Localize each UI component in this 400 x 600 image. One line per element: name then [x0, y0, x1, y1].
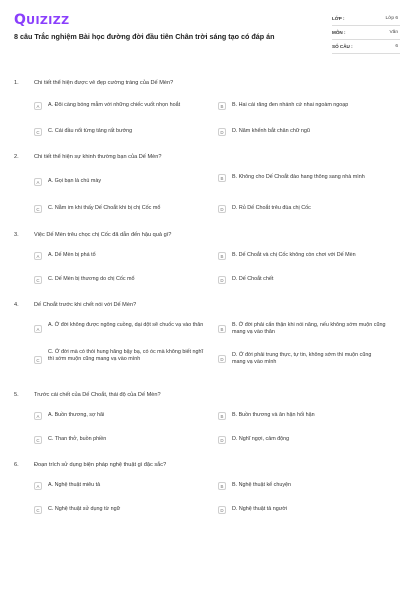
- option-b[interactable]: [218, 412, 386, 420]
- quizizz-logo: [14, 12, 70, 28]
- option-d[interactable]: [218, 276, 386, 284]
- option-text: C. Dế Mèn bị thương do chị Cốc mổ: [48, 276, 135, 282]
- option-a[interactable]: [34, 412, 210, 420]
- option-letter-box: B: [218, 102, 226, 110]
- option-text: B. Hai cái răng đen nhánh cứ nhai ngoàm ngoạp: [232, 102, 349, 108]
- option-text: C. Ở đời mà có thói hung hăng bậy bạ, có óc mà không biết nghĩ thì sớm muộn cũng mang vạ vào mình: [48, 349, 203, 362]
- question-text: Trước cái chết của Dế Choắt, thái độ của Dế Mèn?: [34, 392, 161, 398]
- question-number: 6.: [14, 462, 19, 468]
- option-c[interactable]: [34, 506, 210, 514]
- option-text: A. Gọi bạn là chú mày: [48, 178, 102, 184]
- option-text: D. Năm khểnh bắt chân chữ ngũ: [232, 128, 310, 134]
- option-b[interactable]: [218, 482, 386, 490]
- option-c[interactable]: [34, 276, 210, 284]
- option-text: C. Cái đầu nổi từng tảng rất bướng: [48, 128, 133, 134]
- option-text: A. Ở đời không được ngông cuồng, dại dột sẽ chuốc vạ vào thân: [48, 322, 204, 328]
- option-letter-box: C: [34, 356, 42, 364]
- option-d[interactable]: [218, 128, 386, 136]
- option-text: B. Buồn thương và ân hận hối hận: [232, 412, 315, 418]
- option-d[interactable]: [218, 205, 386, 213]
- meta-info-box: [332, 12, 400, 54]
- option-text: D. Ở đời phải trung thực, tự tin, không sớm thì muộn cũng mang vạ vào mình: [232, 352, 372, 365]
- option-d[interactable]: [218, 506, 386, 514]
- meta-value: Văn: [389, 30, 398, 35]
- option-text: C. Nghệ thuật sử dụng từ ngữ: [48, 506, 121, 512]
- question-text: Dế Choắt trước khi chết nói với Dế Mèn?: [34, 302, 137, 308]
- option-a[interactable]: [34, 102, 210, 110]
- option-letter-box: D: [218, 355, 226, 363]
- option-text: B. Ở đời phải cẩn thận khi nói năng, nếu không sớm muộn cũng mang vạ vào thân: [232, 322, 386, 335]
- option-b[interactable]: [218, 252, 386, 260]
- option-text: A. Nghệ thuật miêu tả: [48, 482, 101, 488]
- option-c[interactable]: [34, 436, 210, 444]
- meta-value: Lớp 6: [385, 16, 398, 21]
- option-letter-box: A: [34, 325, 42, 333]
- option-letter-box: B: [218, 325, 226, 333]
- option-letter-box: B: [218, 174, 226, 182]
- option-letter-box: C: [34, 506, 42, 514]
- option-letter-box: C: [34, 128, 42, 136]
- option-letter-box: D: [218, 205, 226, 213]
- option-text: B. Dế Choắt và chị Cốc không còn chơi với Dế Mèn: [232, 252, 356, 258]
- option-text: A. Đôi càng bóng mẫm với những chiếc vuốt nhọn hoắt: [48, 102, 181, 108]
- question-number: 2.: [14, 154, 19, 160]
- question-text: Chi tiết thể hiện sự khinh thường bạn của Dế Mèn?: [34, 154, 162, 160]
- question-text: Việc Dế Mèn trêu chọc chị Cốc đã dẫn đến hậu quả gì?: [34, 232, 172, 238]
- option-text: C. Than thở, buồn phiền: [48, 436, 107, 442]
- option-letter-box: C: [34, 436, 42, 444]
- option-letter-box: A: [34, 252, 42, 260]
- question-number: 3.: [14, 232, 19, 238]
- option-a[interactable]: [34, 178, 210, 186]
- option-letter-box: C: [34, 205, 42, 213]
- question-text: Chi tiết thể hiện được vẻ đẹp cường tráng của Dế Mèn?: [34, 80, 174, 86]
- option-text: D. Rủ Dế Choắt trêu đùa chị Cốc: [232, 205, 311, 211]
- option-letter-box: D: [218, 506, 226, 514]
- option-c[interactable]: [34, 205, 210, 213]
- option-text: D. Nghệ thuật tả người: [232, 506, 288, 512]
- option-letter-box: A: [34, 482, 42, 490]
- option-letter-box: A: [34, 178, 42, 186]
- option-d[interactable]: [218, 352, 386, 366]
- option-letter-box: D: [218, 276, 226, 284]
- option-letter-box: A: [34, 412, 42, 420]
- option-text: B. Không cho Dế Choắt đào hang thông sang nhà mình: [232, 174, 365, 180]
- question-text: Đoạn trích sử dụng biện pháp nghệ thuật gì đặc sắc?: [34, 462, 167, 468]
- option-text: D. Nghĩ ngợi, cảm động: [232, 436, 290, 442]
- option-text: C. Nằm im khi thấy Dế Choắt khi bị chị Cốc mổ: [48, 205, 161, 211]
- option-letter-box: D: [218, 436, 226, 444]
- question-number: 4.: [14, 302, 19, 308]
- option-a[interactable]: [34, 252, 210, 260]
- meta-label: SỐ CÂU :: [332, 44, 353, 49]
- option-c[interactable]: [34, 128, 210, 136]
- option-text: A. Buồn thương, sợ hãi: [48, 412, 105, 418]
- option-a[interactable]: [34, 322, 210, 333]
- worksheet-header: [14, 12, 398, 62]
- logo-letter: Q: [14, 12, 27, 28]
- option-d[interactable]: [218, 436, 386, 444]
- option-letter-box: D: [218, 128, 226, 136]
- option-text: A. Dế Mèn bị phá tổ: [48, 252, 96, 258]
- meta-label: LỚP :: [332, 16, 345, 21]
- meta-value: 6: [395, 44, 398, 49]
- question-number: 1.: [14, 80, 19, 86]
- meta-label: MÔN :: [332, 30, 346, 35]
- option-letter-box: B: [218, 252, 226, 260]
- option-letter-box: B: [218, 482, 226, 490]
- option-text: D. Dế Choắt chết: [232, 276, 274, 282]
- option-c[interactable]: [34, 349, 210, 364]
- question-number: 5.: [14, 392, 19, 398]
- meta-row-question-count: [332, 40, 400, 54]
- page-title: 8 câu Trắc nghiệm Bài học đường đời đầu tiên Chân trời sáng tạo có đáp án: [14, 32, 275, 41]
- meta-row-subject: [332, 26, 400, 40]
- option-b[interactable]: [218, 174, 386, 182]
- logo-wordmark: UIZIZZ: [26, 13, 70, 27]
- option-a[interactable]: [34, 482, 210, 490]
- option-letter-box: B: [218, 412, 226, 420]
- option-letter-box: C: [34, 276, 42, 284]
- option-b[interactable]: [218, 102, 386, 110]
- option-b[interactable]: [218, 322, 386, 336]
- option-letter-box: A: [34, 102, 42, 110]
- option-text: B. Nghệ thuật kể chuyện: [232, 482, 292, 488]
- meta-row-grade: [332, 12, 400, 26]
